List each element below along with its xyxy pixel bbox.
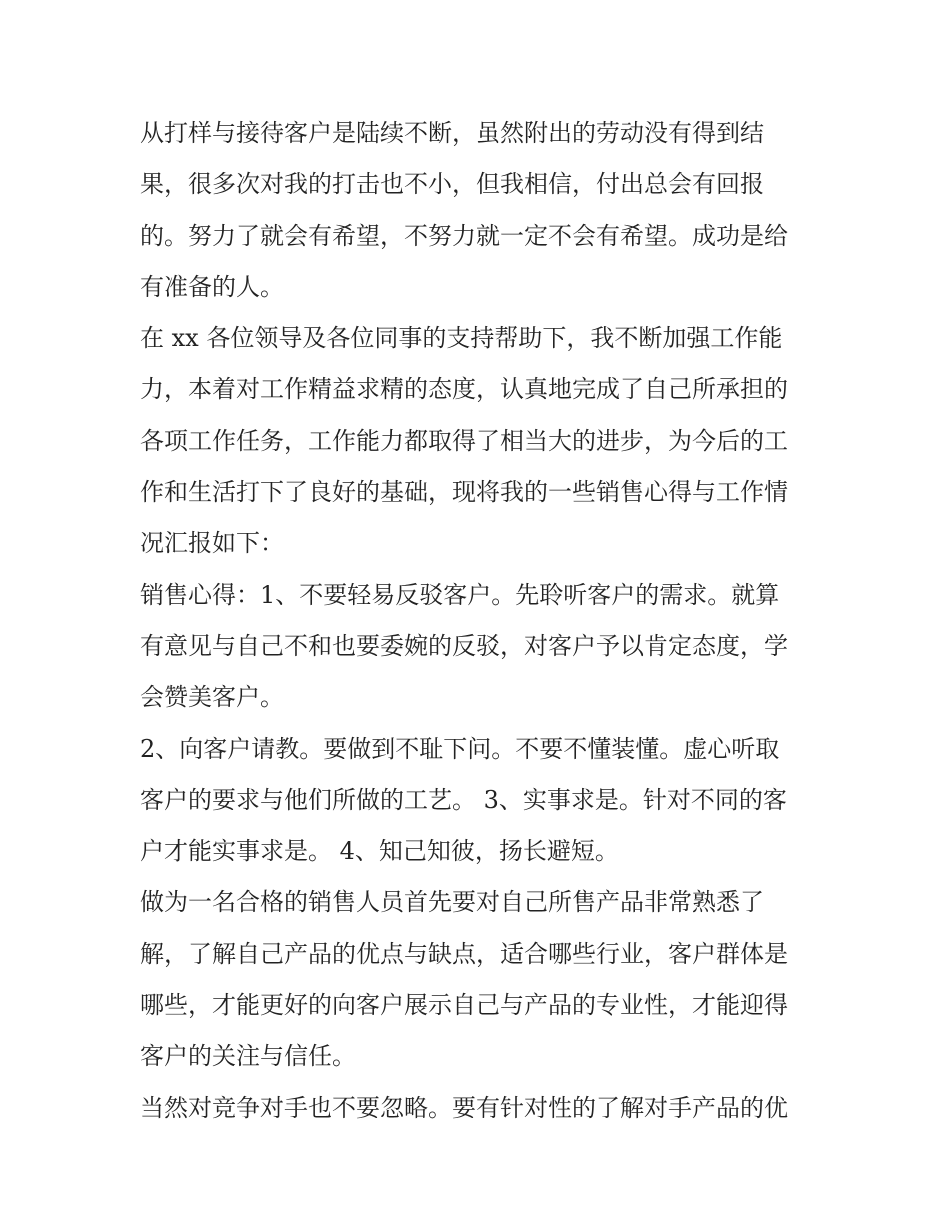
- text-line: 有意见与自己不和也要委婉的反驳，对客户予以肯定态度，学: [140, 631, 788, 660]
- document-body: [140, 108, 820, 1134]
- text-line: 销售心得：1、不要轻易反驳客户。先聆听客户的需求。就算: [140, 580, 780, 609]
- text-line: 的。努力了就会有希望，不努力就一定不会有希望。成功是给: [140, 221, 788, 250]
- text-line: 做为一名合格的销售人员首先要对自己所售产品非常熟悉了: [140, 888, 764, 917]
- text-line: 在 xx 各位领导及各位同事的支持帮助下，我不断加强工作能: [140, 324, 783, 353]
- text-line: 况汇报如下：: [140, 529, 284, 558]
- text-line: 果，很多次对我的打击也不小，但我相信，付出总会有回报: [140, 170, 764, 199]
- text-line: 力，本着对工作精益求精的态度，认真地完成了自己所承担的: [140, 375, 788, 404]
- text-line: 客户的要求与他们所做的工艺。 3、实事求是。针对不同的客: [140, 785, 787, 814]
- text-line: 从打样与接待客户是陆续不断，虽然附出的劳动没有得到结: [140, 119, 764, 147]
- text-line: 客户的关注与信任。: [140, 1042, 356, 1071]
- text-line: 各项工作任务，工作能力都取得了相当大的进步，为今后的工: [140, 426, 788, 455]
- text-line: 有准备的人。: [140, 272, 284, 301]
- text-line: 会赞美客户。: [140, 683, 284, 712]
- text-line: 作和生活打下了良好的基础，现将我的一些销售心得与工作情: [140, 478, 788, 507]
- text-line: 2、向客户请教。要做到不耻下问。不要不懂装懂。虚心听取: [140, 734, 780, 763]
- text-line: 解，了解自己产品的优点与缺点，适合哪些行业，客户群体是: [140, 939, 788, 968]
- text-line: 当然对竞争对手也不要忽略。要有针对性的了解对手产品的优: [140, 1093, 788, 1122]
- text-line: 户才能实事求是。 4、知己知彼，扬长避短。: [140, 837, 619, 866]
- text-line: 哪些，才能更好的向客户展示自己与产品的专业性，才能迎得: [140, 991, 788, 1020]
